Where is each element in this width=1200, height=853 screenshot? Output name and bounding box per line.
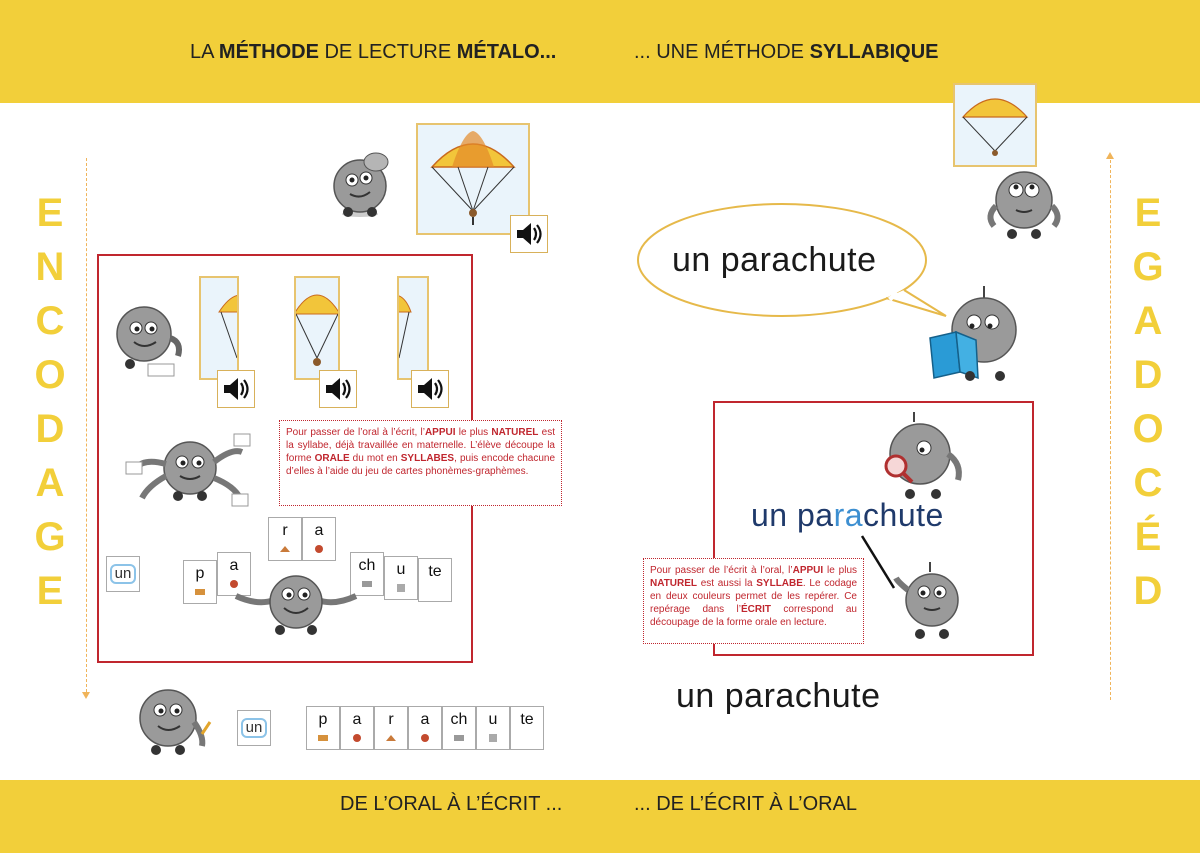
robot-holding-cards-icon	[228, 566, 364, 642]
card-letter: ch	[450, 711, 468, 728]
vertical-letter: E	[36, 569, 64, 613]
card-picture-icon	[312, 544, 326, 554]
card-letter: u	[396, 561, 406, 578]
letter-card-te[interactable]	[418, 558, 452, 602]
note-text: Pour passer de l’écrit à l’oral, l’	[650, 565, 793, 576]
card-picture-icon	[316, 733, 330, 743]
card-letter: p	[318, 711, 328, 728]
note-text: le plus	[823, 565, 858, 576]
note-bold: SYLLABE	[756, 578, 803, 589]
note-text: , puis encode chacune d’elles à l’aide du jeu de cartes phonèmes-graphèmes.	[286, 453, 556, 477]
card-picture-icon	[350, 733, 364, 743]
header-left-bold1: MÉTHODE	[218, 41, 319, 63]
header-right-prefix: ... UNE MÉTHODE	[634, 41, 810, 63]
note-text: est la syllabe, déjà travaillée en maternelle. L’élève découpe la forme	[286, 427, 555, 464]
card-letter: te	[428, 563, 442, 580]
bottom-card-r[interactable]	[374, 706, 408, 750]
note-bold: SYLLABES	[400, 453, 455, 464]
parachute-thumbnail-image	[953, 83, 1037, 167]
syllable-pa: pa	[796, 497, 834, 533]
speaker-icon	[320, 371, 356, 407]
footer-right-title: ... DE L’ÉCRIT À L’ORAL	[634, 793, 858, 815]
vertical-letter: G	[1132, 245, 1164, 289]
card-letter: ch	[358, 557, 376, 574]
un-label: un	[110, 564, 136, 584]
card-picture-icon	[452, 733, 466, 743]
letter-card-a[interactable]	[302, 517, 336, 561]
note-bold: NATUREL	[491, 427, 539, 438]
vertical-letter: C	[1133, 461, 1163, 505]
vertical-letter: O	[34, 353, 66, 397]
note-bold: ÉCRIT	[741, 604, 771, 615]
letter-card-u[interactable]	[384, 556, 418, 600]
robot-reading-icon	[926, 282, 1026, 386]
note-bold: APPUI	[792, 565, 824, 576]
robot-pointing-icon	[892, 560, 968, 644]
encodage-vertical-label	[30, 186, 70, 618]
bottom-card-u[interactable]	[476, 706, 510, 750]
speaker-icon	[511, 216, 547, 252]
vertical-letter: A	[1133, 299, 1163, 343]
egadoced-vertical-label	[1128, 186, 1168, 618]
card-letter: r	[388, 711, 394, 728]
bottom-card-a[interactable]	[340, 706, 374, 750]
note-bold: NATUREL	[650, 578, 698, 589]
card-picture-icon	[278, 544, 292, 554]
robot-listening-icon	[322, 142, 392, 218]
card-letter: p	[195, 565, 205, 582]
note-text: correspond au découpage de la forme orale en lecture.	[650, 604, 857, 628]
vertical-letter: D	[1133, 569, 1163, 613]
vertical-letter: A	[35, 461, 65, 505]
bottom-un-card[interactable]	[237, 710, 271, 746]
bottom-card-p[interactable]	[306, 706, 340, 750]
audio-button-syllable-2[interactable]	[319, 370, 357, 408]
header-left-prefix: LA	[190, 41, 219, 63]
un-label: un	[241, 718, 267, 738]
encodage-arrow-line	[86, 158, 87, 692]
robot-looking-up-icon	[984, 160, 1064, 244]
card-picture-icon	[394, 583, 408, 593]
card-letter: te	[520, 711, 534, 728]
card-picture-icon	[193, 587, 207, 597]
encodage-arrow-head	[82, 692, 90, 699]
robot-magnifier-icon	[872, 410, 972, 502]
header-left-title	[190, 41, 556, 64]
header-right-bold: SYLLABIQUE	[809, 41, 939, 63]
note-bold: ORALE	[314, 453, 350, 464]
decodage-explanation-note	[643, 558, 864, 644]
vertical-letter: G	[34, 515, 66, 559]
footer-left-title: DE L’ORAL À L’ÉCRIT ...	[340, 793, 563, 815]
card-picture-icon	[384, 733, 398, 743]
decodage-arrow-line	[1110, 160, 1111, 700]
syllable-colored-word	[751, 497, 944, 534]
audio-button[interactable]	[510, 215, 548, 253]
encodage-explanation-note	[279, 420, 562, 506]
syllable-ra: ra	[833, 497, 864, 533]
bottom-card-a[interactable]	[408, 706, 442, 750]
vertical-letter: C	[35, 299, 65, 343]
header-left-bold2: MÉTALO...	[456, 41, 557, 63]
footer-band	[0, 780, 1200, 853]
letter-card-p[interactable]	[183, 560, 217, 604]
robot-cutting-icon	[104, 298, 188, 380]
bottom-card-ch[interactable]	[442, 706, 476, 750]
parachute-slice-1	[199, 276, 239, 380]
bubble-word: un parachute	[672, 241, 877, 279]
speaker-icon	[218, 371, 254, 407]
card-letter: a	[229, 557, 239, 574]
card-letter: u	[488, 711, 498, 728]
robot-writing-icon	[128, 680, 214, 762]
bottom-card-te[interactable]	[510, 706, 544, 750]
card-letter: a	[420, 711, 430, 728]
audio-button-syllable-3[interactable]	[411, 370, 449, 408]
card-letter: r	[282, 522, 288, 539]
note-text: du mot en	[349, 453, 401, 464]
vertical-letter: E	[1134, 191, 1162, 235]
note-text: est aussi la	[697, 578, 757, 589]
parachute-slice-2	[294, 276, 340, 380]
vertical-letter: É	[1134, 515, 1162, 559]
letter-card-r[interactable]	[268, 517, 302, 561]
vertical-letter: D	[35, 407, 65, 451]
card-picture-icon	[486, 733, 500, 743]
audio-button-syllable-1[interactable]	[217, 370, 255, 408]
note-bold: APPUI	[424, 427, 456, 438]
parachute-slice-3	[397, 276, 429, 380]
un-card[interactable]	[106, 556, 140, 592]
header-right-title	[634, 41, 938, 64]
decodage-arrow-head	[1106, 152, 1114, 159]
bottom-plain-word: un parachute	[676, 677, 881, 715]
note-text: . Le codage en deux couleurs permet de les repérer. Ce repérage dans l’	[650, 578, 857, 615]
word-part-un: un	[751, 497, 797, 533]
card-letter: a	[352, 711, 362, 728]
header-left-mid: DE LECTURE	[318, 41, 457, 63]
vertical-letter: E	[36, 191, 64, 235]
speaker-icon	[412, 371, 448, 407]
note-text: Pour passer de l’oral à l’écrit, l’	[286, 427, 425, 438]
note-text: le plus	[455, 427, 492, 438]
card-letter: a	[314, 522, 324, 539]
robot-multi-arm-icon	[124, 428, 254, 520]
vertical-letter: D	[1133, 353, 1163, 397]
syllable-chute: chute	[863, 497, 944, 533]
card-picture-icon	[418, 733, 432, 743]
vertical-letter: N	[35, 245, 65, 289]
vertical-letter: O	[1132, 407, 1164, 451]
